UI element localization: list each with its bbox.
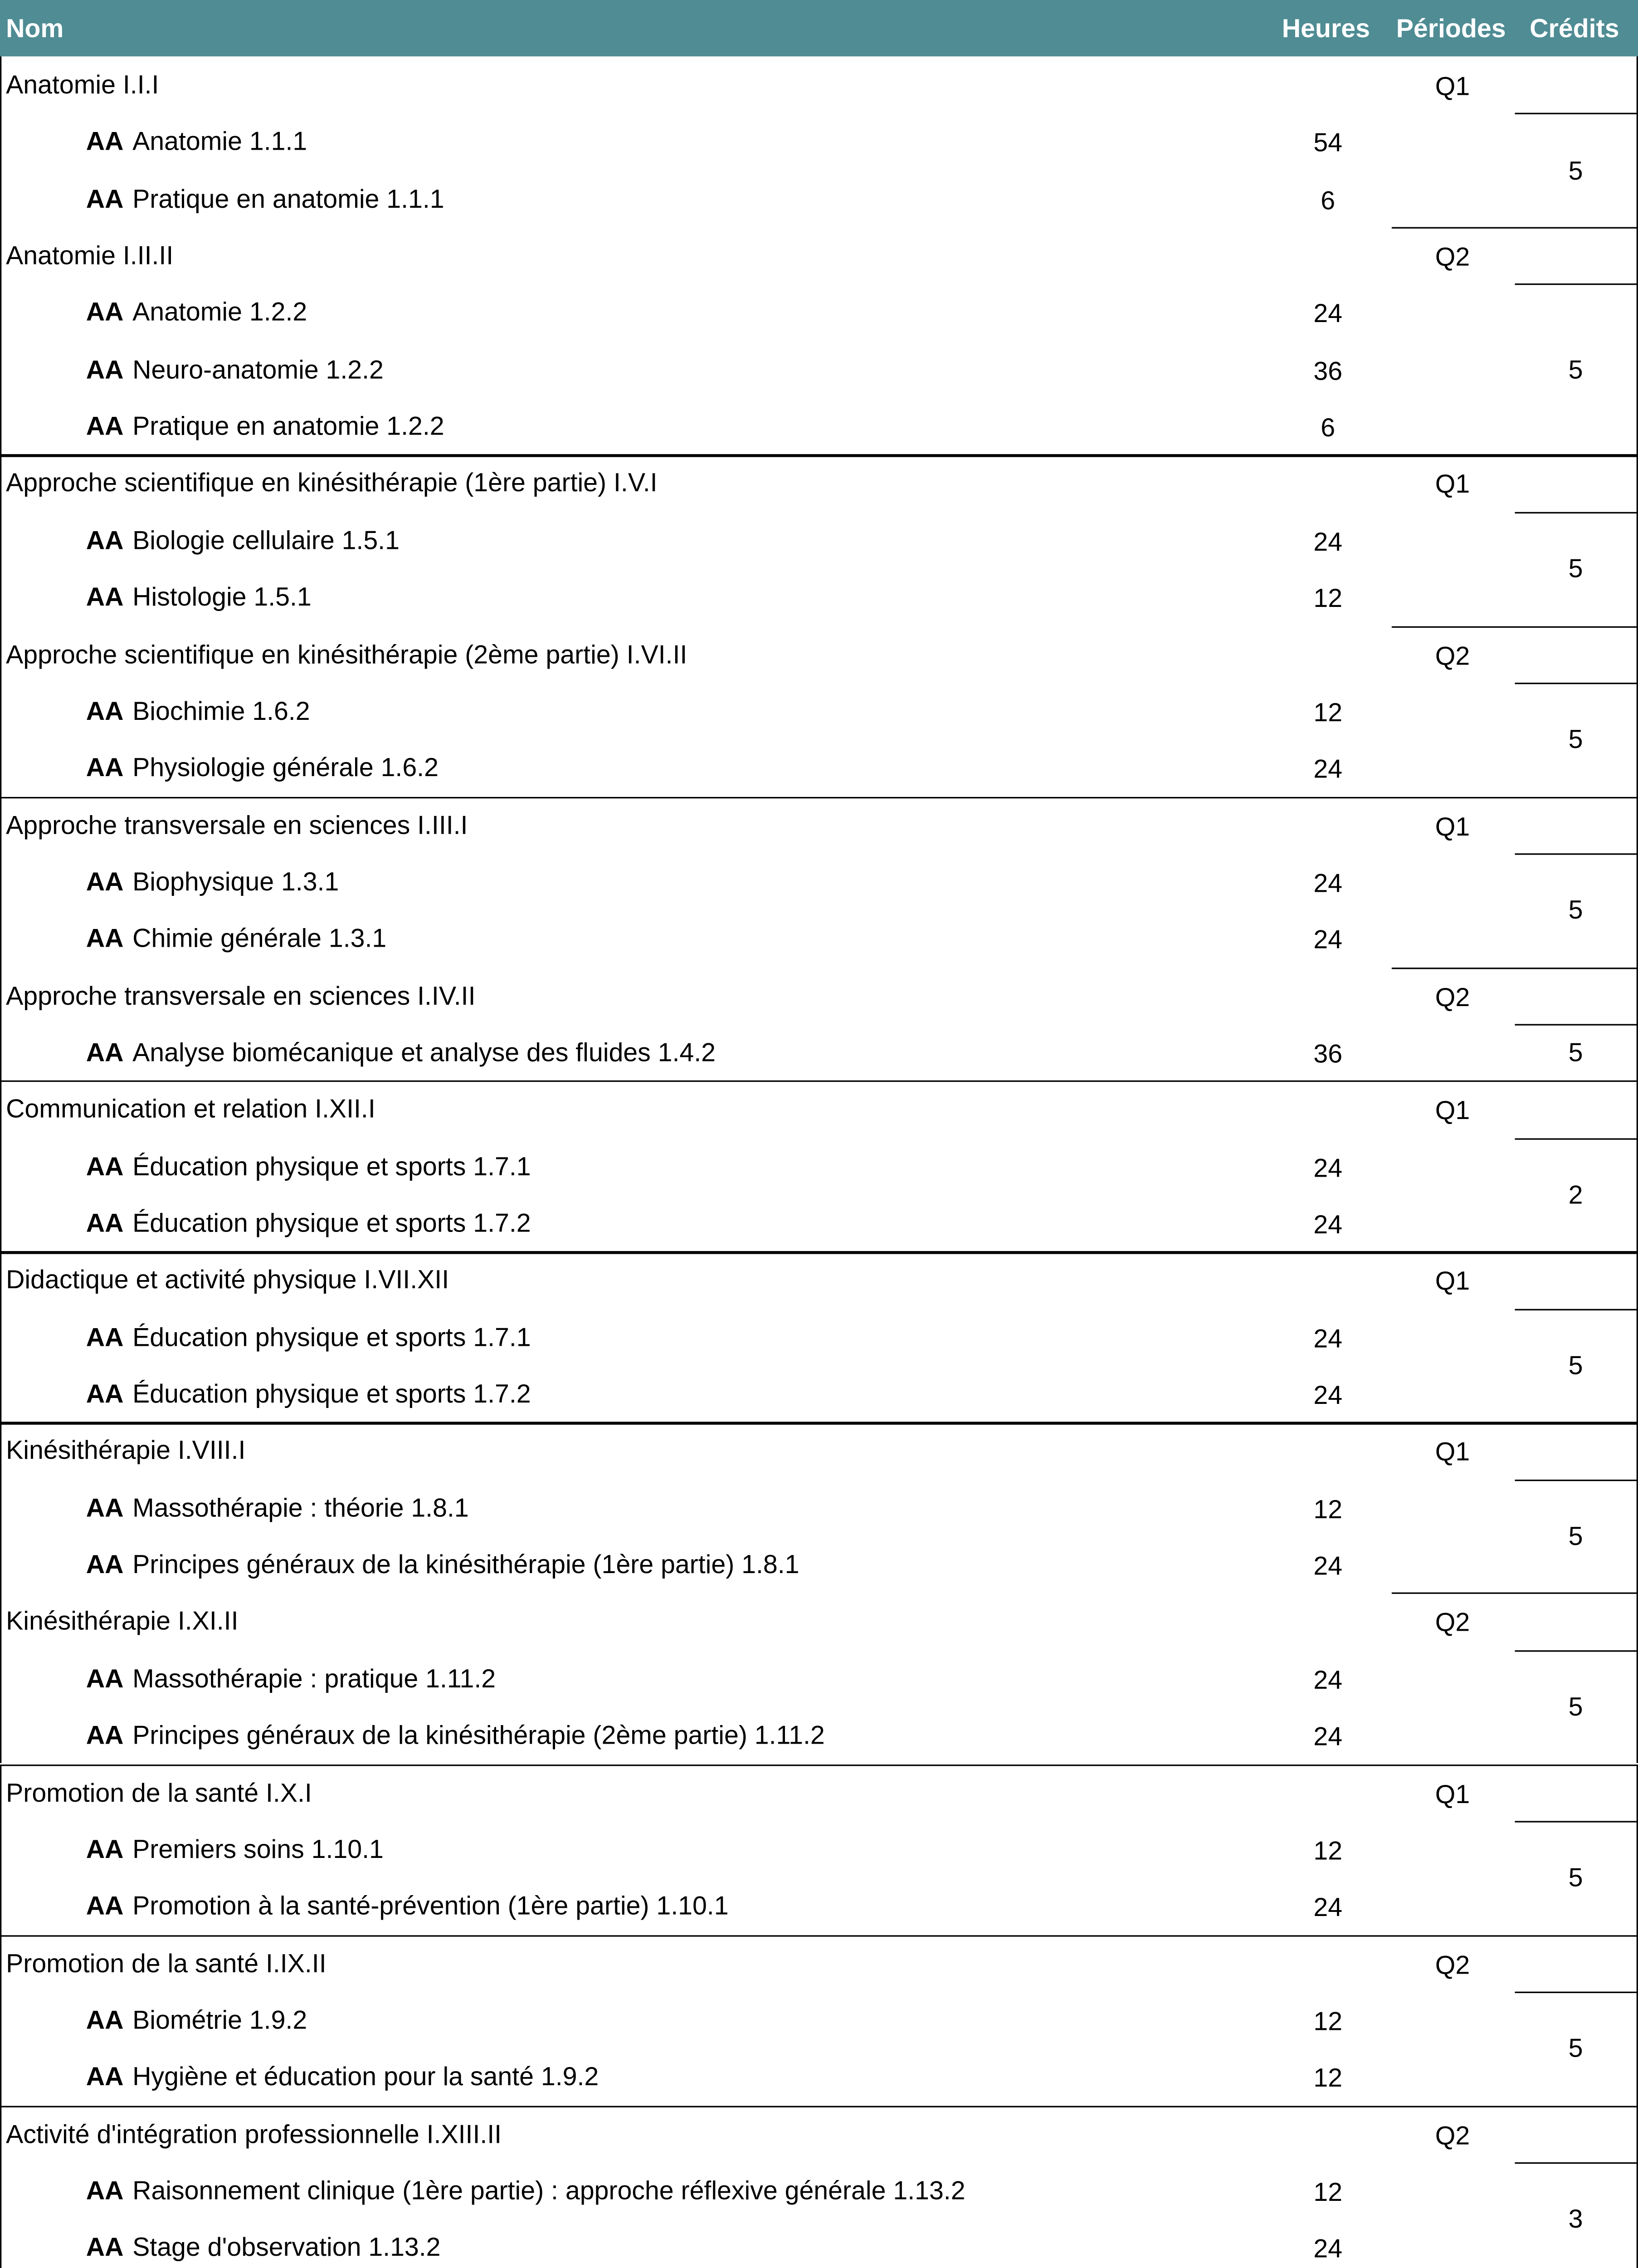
course-name: Activité d'intégration professionnelle I.XIII.II: [6, 2118, 502, 2149]
course-credits: 5: [1568, 2033, 1583, 2063]
table-left-border: [0, 2105, 2, 2268]
course-period: Q2: [1435, 982, 1470, 1012]
item-name: Biométrie 1.9.2: [132, 2004, 307, 2035]
item-name: Principes généraux de la kinésithérapie (2ème partie) 1.11.2: [132, 1720, 825, 1750]
item-hours: 12: [1313, 697, 1343, 727]
item-name: Anatomie 1.1.1: [132, 127, 307, 156]
aa-label: AA: [86, 1322, 124, 1352]
table-left-border: [0, 1251, 2, 1422]
row-separator: [0, 1251, 1638, 1253]
course-credits: 5: [1568, 1037, 1583, 1067]
item-name: Biochimie 1.6.2: [132, 695, 310, 726]
item-name: Pratique en anatomie 1.1.1: [132, 183, 444, 214]
aa-label: AA: [86, 1151, 124, 1181]
aa-label: AA: [86, 1208, 124, 1238]
table-left-border: [0, 1081, 2, 1251]
item-hours: 12: [1313, 2177, 1343, 2207]
item-hours: 24: [1313, 1323, 1343, 1353]
aa-label: AA: [86, 695, 124, 726]
course-period: Q1: [1435, 1779, 1470, 1809]
table-left-border: [0, 455, 2, 797]
row-separator: [0, 1422, 1638, 1424]
aa-label: AA: [86, 1891, 124, 1921]
course-period: Q2: [1435, 1949, 1470, 1980]
item-hours: 24: [1313, 754, 1343, 784]
course-period: Q2: [1435, 640, 1470, 670]
course-period: Q1: [1435, 811, 1470, 841]
aa-label: AA: [86, 1492, 124, 1522]
item-name: Biologie cellulaire 1.5.1: [132, 525, 400, 555]
course-credits: 5: [1568, 354, 1583, 385]
item-name: Éducation physique et sports 1.7.2: [132, 1378, 531, 1409]
table-left-border: [0, 796, 2, 1080]
aa-label: AA: [86, 1720, 124, 1750]
course-name: Promotion de la santé I.IX.II: [6, 1948, 327, 1978]
item-name: Premiers soins 1.10.1: [132, 1834, 384, 1864]
course-period: Q2: [1435, 2120, 1470, 2150]
item-hours: 54: [1313, 128, 1343, 158]
course-item: [86, 1549, 800, 1579]
period-divider: [1392, 626, 1638, 627]
item-hours: 24: [1313, 298, 1343, 329]
course-item: [86, 2062, 599, 2091]
course-name: Approche transversale en sciences I.III.I: [6, 809, 468, 840]
course-name: Didactique et activité physique I.VII.XII: [6, 1265, 449, 1295]
item-hours: 24: [1313, 868, 1343, 898]
row-separator: [0, 1935, 1638, 1936]
header-hours: Heures: [1282, 13, 1370, 43]
item-hours: 24: [1313, 925, 1343, 955]
header-credits: Crédits: [1530, 13, 1619, 43]
course-credits: 2: [1568, 1180, 1583, 1210]
course-period: Q1: [1435, 469, 1470, 499]
course-item: [86, 1322, 531, 1351]
course-item: [86, 582, 312, 611]
course-item: [86, 2175, 965, 2205]
aa-label: AA: [86, 1663, 124, 1693]
aa-label: AA: [86, 411, 124, 441]
course-item: [86, 1493, 469, 1522]
item-hours: 12: [1313, 583, 1343, 613]
credits-divider: [1515, 1821, 1638, 1822]
credits-divider: [1515, 2162, 1638, 2164]
header-periods: Périodes: [1396, 13, 1506, 43]
course-name: Approche transversale en sciences I.IV.II: [6, 980, 476, 1010]
course-period: Q2: [1435, 1608, 1470, 1638]
item-name: Massothérapie : théorie 1.8.1: [132, 1492, 469, 1522]
row-separator: [0, 796, 1638, 798]
item-name: Raisonnement clinique (1ère partie) : approche réflexive générale 1.13.2: [132, 2175, 965, 2205]
item-hours: 24: [1313, 1209, 1343, 1239]
aa-label: AA: [86, 2062, 124, 2092]
course-period: Q1: [1435, 1266, 1470, 1296]
item-hours: 24: [1313, 1665, 1343, 1695]
course-item: [86, 2005, 307, 2034]
course-item: [86, 924, 387, 953]
course-item: [86, 1720, 825, 1750]
course-period: Q1: [1435, 1437, 1470, 1467]
course-name: Approche scientifique en kinésithérapie (1ère partie) I.V.I: [6, 468, 658, 498]
course-item: [86, 696, 310, 725]
course-item: [86, 1834, 384, 1863]
item-name: Pratique en anatomie 1.2.2: [132, 411, 444, 441]
period-divider: [1392, 967, 1638, 968]
item-name: Éducation physique et sports 1.7.1: [132, 1151, 531, 1181]
course-item: [86, 298, 307, 327]
credits-divider: [1515, 113, 1638, 115]
item-name: Anatomie 1.2.2: [132, 297, 307, 327]
course-name: Anatomie I.II.II: [6, 240, 174, 270]
item-name: Principes généraux de la kinésithérapie (1ère partie) 1.8.1: [132, 1549, 800, 1579]
item-name: Éducation physique et sports 1.7.1: [132, 1322, 531, 1352]
course-name: Communication et relation I.XII.I: [6, 1094, 375, 1124]
credits-divider: [1515, 1138, 1638, 1139]
item-name: Physiologie générale 1.6.2: [132, 753, 439, 782]
aa-label: AA: [86, 183, 124, 214]
item-hours: 24: [1313, 1152, 1343, 1183]
item-name: Histologie 1.5.1: [132, 582, 312, 612]
table-left-border: [0, 1422, 2, 1764]
course-credits: 5: [1568, 1692, 1583, 1722]
credits-divider: [1515, 682, 1638, 684]
row-separator: [0, 1081, 1638, 1083]
course-item: [86, 525, 400, 555]
item-hours: 24: [1313, 1380, 1343, 1410]
item-name: Neuro-anatomie 1.2.2: [132, 354, 384, 384]
course-name: Approche scientifique en kinésithérapie (2ème partie) I.VI.II: [6, 639, 687, 669]
aa-label: AA: [86, 582, 124, 612]
aa-label: AA: [86, 1549, 124, 1579]
item-name: Analyse biomécanique et analyse des fluides 1.4.2: [132, 1037, 716, 1067]
item-name: Chimie générale 1.3.1: [132, 923, 387, 953]
credits-divider: [1515, 1991, 1638, 1993]
item-hours: 24: [1313, 1721, 1343, 1752]
course-item: [86, 184, 444, 213]
item-hours: 6: [1321, 185, 1336, 215]
course-item: [86, 866, 339, 896]
course-name: Kinésithérapie I.XI.II: [6, 1606, 239, 1636]
credits-divider: [1515, 1024, 1638, 1025]
course-credits: 5: [1568, 1521, 1583, 1551]
course-item: [86, 1208, 531, 1237]
course-credits: 5: [1568, 1350, 1583, 1380]
course-period: Q2: [1435, 242, 1470, 272]
row-separator: [0, 1764, 1638, 1765]
credits-divider: [1515, 1309, 1638, 1310]
course-name: Kinésithérapie I.VIII.I: [6, 1436, 246, 1466]
item-name: Promotion à la santé-prévention (1ère partie) 1.10.1: [132, 1891, 729, 1921]
course-item: [86, 1151, 531, 1181]
course-credits: 5: [1568, 724, 1583, 754]
aa-label: AA: [86, 127, 124, 156]
table-left-border: [0, 1935, 2, 2105]
course-item: [86, 2233, 441, 2262]
item-name: Massothérapie : pratique 1.11.2: [132, 1663, 496, 1693]
course-item: [86, 411, 444, 441]
aa-label: AA: [86, 1378, 124, 1409]
item-hours: 24: [1313, 1551, 1343, 1581]
item-hours: 24: [1313, 1892, 1343, 1922]
row-separator: [0, 2105, 1638, 2107]
item-name: Biophysique 1.3.1: [132, 866, 339, 896]
item-hours: 12: [1313, 1494, 1343, 1524]
header-name: Nom: [6, 13, 64, 43]
course-item: [86, 1891, 729, 1921]
aa-label: AA: [86, 1834, 124, 1864]
aa-label: AA: [86, 354, 124, 384]
aa-label: AA: [86, 923, 124, 953]
aa-label: AA: [86, 1037, 124, 1067]
credits-divider: [1515, 1479, 1638, 1481]
item-hours: 24: [1313, 2234, 1343, 2264]
course-item: [86, 354, 384, 384]
course-credits: 5: [1568, 895, 1583, 925]
aa-label: AA: [86, 2232, 124, 2263]
credits-divider: [1515, 284, 1638, 285]
course-credits: 5: [1568, 1862, 1583, 1893]
aa-label: AA: [86, 297, 124, 327]
item-name: Stage d'observation 1.13.2: [132, 2232, 441, 2263]
item-hours: 36: [1313, 356, 1343, 386]
course-item: [86, 127, 307, 156]
course-credits: 5: [1568, 155, 1583, 185]
table-left-border: [0, 1764, 2, 1934]
item-name: Hygiène et éducation pour la santé 1.9.2: [132, 2062, 599, 2092]
item-name: Éducation physique et sports 1.7.2: [132, 1208, 531, 1238]
item-hours: 12: [1313, 2006, 1343, 2036]
table-left-border: [0, 56, 2, 455]
course-credits: 5: [1568, 553, 1583, 584]
item-hours: 12: [1313, 2063, 1343, 2093]
aa-label: AA: [86, 866, 124, 896]
course-credits: 3: [1568, 2204, 1583, 2234]
item-hours: 12: [1313, 1835, 1343, 1866]
course-item: [86, 1379, 531, 1408]
course-item: [86, 1037, 716, 1067]
course-name: Anatomie I.I.I: [6, 69, 159, 100]
aa-label: AA: [86, 2004, 124, 2035]
period-divider: [1392, 1593, 1638, 1594]
aa-label: AA: [86, 753, 124, 782]
credits-divider: [1515, 512, 1638, 513]
course-item: [86, 1663, 496, 1693]
credits-divider: [1515, 853, 1638, 855]
credits-divider: [1515, 1650, 1638, 1652]
course-name: Promotion de la santé I.X.I: [6, 1777, 312, 1807]
aa-label: AA: [86, 525, 124, 555]
period-divider: [1392, 227, 1638, 229]
item-hours: 36: [1313, 1039, 1343, 1069]
course-period: Q1: [1435, 71, 1470, 101]
row-separator: [0, 455, 1638, 457]
aa-label: AA: [86, 2175, 124, 2205]
item-hours: 24: [1313, 526, 1343, 557]
course-item: [86, 753, 439, 782]
course-period: Q1: [1435, 1095, 1470, 1125]
item-hours: 6: [1321, 412, 1336, 443]
